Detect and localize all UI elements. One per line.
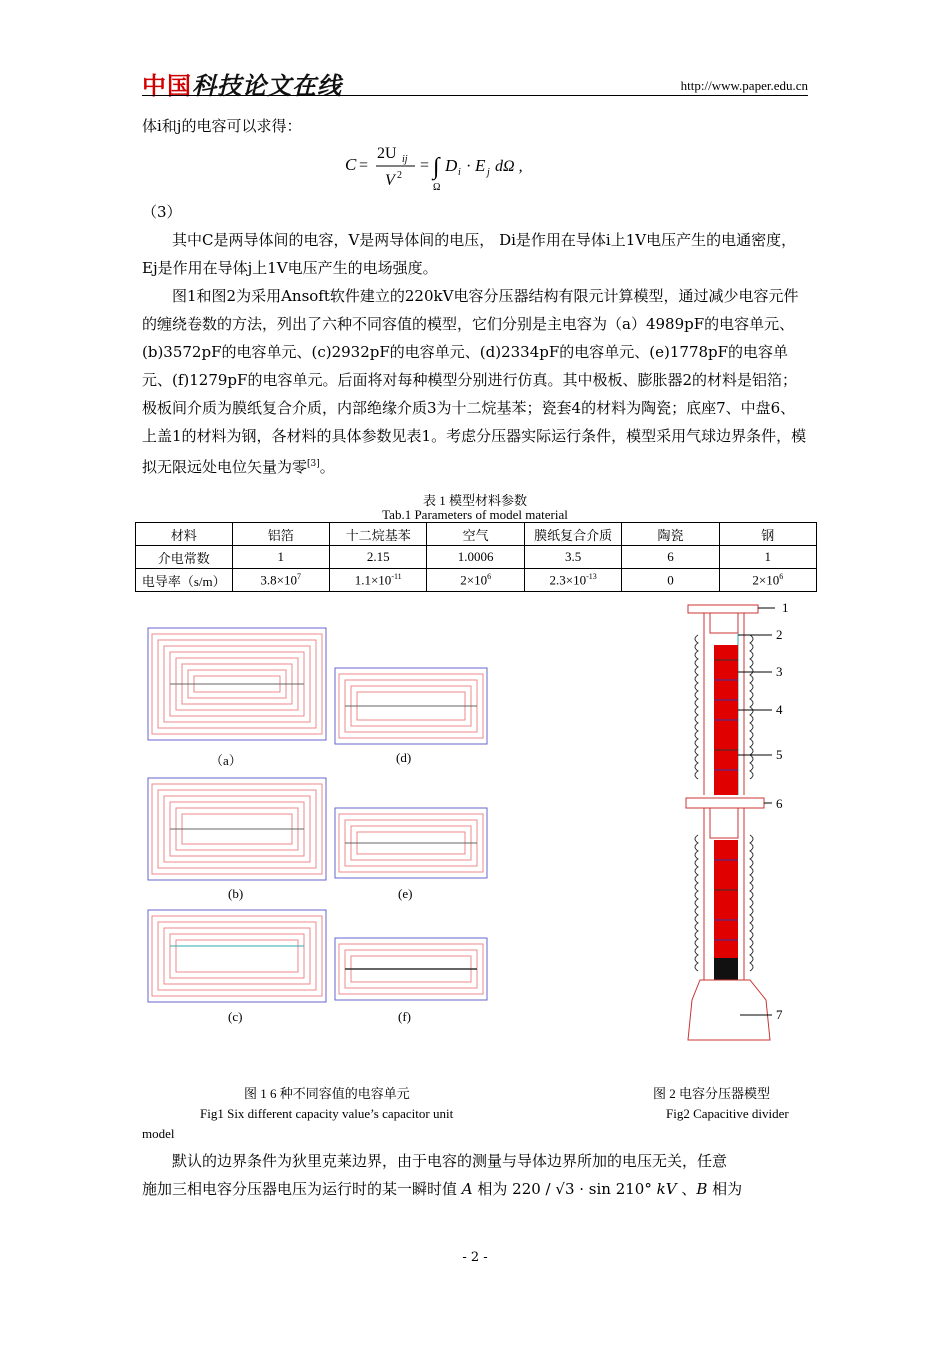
fig1-label-f: (f) — [398, 1009, 411, 1024]
capacitor-unit-c — [148, 910, 326, 1002]
fig1-label-c: (c) — [228, 1009, 243, 1024]
formula-dot: · — [466, 158, 472, 175]
formula-int-sub: Ω — [433, 182, 441, 193]
fig2-label-1: 1 — [782, 600, 789, 615]
formula-svg — [345, 140, 645, 195]
fig1-caption-en-cont: model — [142, 1126, 175, 1141]
fig1-caption-en: Fig1 Six different capacity value’s capacitor unit — [200, 1106, 454, 1121]
formula-num: 2U — [377, 145, 397, 162]
fig1-label-a: （a） — [210, 753, 242, 768]
fig1-caption-cn: 图 1 6 种不同容值的电容单元 — [244, 1086, 410, 1101]
fig2-caption-en: Fig2 Capacitive divider — [666, 1106, 789, 1121]
svg-text:=: = — [420, 157, 430, 174]
capacitor-unit-b — [148, 778, 326, 880]
capacitor-unit-f — [335, 938, 487, 1000]
header-rule — [142, 95, 808, 96]
paragraph-2: 图1和图2为采用Ansoft软件建立的220kV电容分压器结构有限元计算模型，通过减少电容元件的缠绕卷数的方法，列出了六种不同容值的模型，它们分别是主电容为（a）4989pF的电容单元、(b)3572pF的电容单元、(c)2932pF的电容单元、(d)2334pF的电容单元、(e)1778pF的电容单元、(f)1279pF的电容单元。后面将对每种模型分别进行仿真。其中极板、膨胀器2的材料是铝箔；极板间介质为膜纸复合介质，内部绝缘介质3为十二烷基苯；瓷套4的材料为陶瓷；底座7、中盘6、上盖1的材料为钢，各材料的具体参数见表1。考虑分压器实际运行条件，模型采用气球边界条件，模拟无限远处电位矢量为零[3]。 — [142, 287, 807, 476]
intro-line: 体i和j的电容可以求得： — [142, 117, 302, 135]
fig2-label-7: 7 — [776, 1007, 783, 1022]
table-row: 介电常数 1 2.15 1.0006 3.5 6 1 — [136, 546, 817, 569]
formula-lhs: C — [345, 155, 357, 174]
formula-num-sub: ij — [402, 154, 408, 165]
fig2-label-5: 5 — [776, 747, 783, 762]
fig2-label-3: 3 — [776, 664, 783, 679]
formula-rhs: D — [445, 156, 458, 175]
figure-1-capacitor-units — [140, 620, 510, 1040]
paragraph-1: 其中C是两导体间的电容，V是两导体间的电压， Di是作用在导体i上1V电压产生的电通密度， Ej是作用在导体j上1V电压产生的电场强度。 — [142, 231, 797, 277]
svg-text:=: = — [359, 157, 369, 174]
capacitor-unit-e — [335, 808, 487, 878]
fig1-label-e: (e) — [398, 886, 413, 901]
formula-tail: dΩ , — [495, 158, 523, 175]
site-logo: 中国科技论文在线 — [142, 72, 342, 100]
fig2-caption-cn: 图 2 电容分压器模型 — [653, 1086, 771, 1101]
figure-2-divider — [680, 600, 810, 1045]
page-number: - 2 - — [462, 1250, 488, 1265]
table-row: 电导率（s/m） $3.8\times 10^7$ $1.1\times 10^{-11}$ $2\times 10^6$ $2.3\times 10^{-13}$ 0 $2\times 10^6$ — [136, 569, 817, 592]
formula-den: V — [385, 172, 395, 189]
table-title-cn: 表 1 模型材料参数 — [422, 493, 527, 508]
material-table — [135, 522, 817, 592]
table-title-en: Tab.1 Parameters of model material — [382, 507, 568, 522]
table-header-row: 材料 铝箔 十二烷基苯 空气 膜纸复合介质 陶瓷 钢 — [136, 523, 817, 546]
svg-text:∫: ∫ — [433, 154, 440, 180]
formula-rhs-sub1: i — [458, 167, 461, 178]
paragraph-3: 默认的边界条件为狄里克莱边界，由于电容的测量与导体边界所加的电压无关，任意 施加三相电容分压器电压为运行时的某一瞬时值 A 相为 220 / √3 · sin 210° kV 、B 相为 — [142, 1152, 743, 1198]
fig2-label-2: 2 — [776, 627, 783, 642]
site-url[interactable]: http://www.paper.edu.cn — [680, 78, 808, 93]
formula-3 — [345, 140, 645, 195]
formula-rhs-sub2: j — [487, 167, 490, 178]
formula-den-sup: 2 — [397, 170, 402, 181]
formula-rhs2: E — [475, 156, 486, 175]
fig2-label-6: 6 — [776, 796, 783, 811]
fig1-label-b: (b) — [228, 886, 244, 901]
fig1-label-d: (d) — [396, 750, 412, 765]
capacitor-unit-a — [148, 628, 326, 740]
eq-number: （3） — [142, 203, 182, 221]
fig2-label-4: 4 — [776, 702, 783, 717]
capacitor-unit-d — [335, 668, 487, 744]
